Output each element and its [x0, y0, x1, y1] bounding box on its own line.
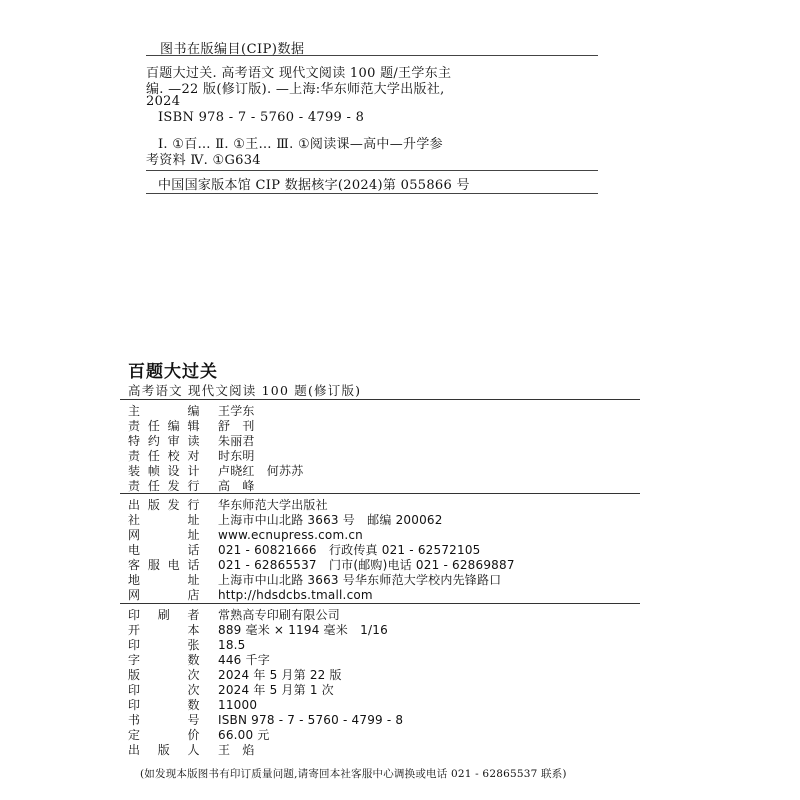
publisher-row-address [128, 512, 443, 527]
book-title: 百题大过关 [128, 362, 218, 382]
row-label: 印 数 [128, 698, 200, 712]
print-row-edition [128, 667, 342, 682]
row-label: 责任编辑 [128, 419, 200, 433]
row-label: 主 编 [128, 404, 200, 418]
print-row-print-run [128, 697, 257, 712]
row-value: 18.5 [218, 637, 246, 652]
cip-title-line-2: 编. —22 版(修订版). —上海:华东师范大学出版社, [146, 82, 445, 97]
cip-heading: 图书在版编目(CIP)数据 [160, 42, 305, 57]
print-row-impression [128, 682, 334, 697]
row-label: 开 本 [128, 623, 200, 637]
row-value: 上海市中山北路 3663 号华东师范大学校内先锋路口 [218, 573, 502, 587]
row-label: 字 数 [128, 653, 200, 667]
row-value: 卢晓红 何苏苏 [218, 464, 304, 478]
row-label: 出 版 人 [128, 743, 200, 757]
row-label: 印 张 [128, 638, 200, 652]
row-value: 常熟高专印刷有限公司 [218, 608, 341, 622]
row-label: 印 刷 者 [128, 608, 200, 622]
staff-row-editor [128, 403, 255, 418]
row-label: 网 店 [128, 588, 200, 602]
print-row-sheets [128, 637, 246, 652]
print-row-format [128, 622, 388, 637]
row-value: 446 千字 [218, 653, 270, 667]
separator-staff [120, 399, 640, 400]
cip-top-rule [146, 55, 598, 56]
row-label: 责任校对 [128, 449, 200, 463]
cip-isbn: ISBN 978 - 7 - 5760 - 4799 - 8 [158, 110, 365, 125]
row-value: 高 峰 [218, 479, 255, 493]
row-value: www.ecnupress.com.cn [218, 527, 363, 542]
issuer-row [128, 742, 255, 757]
publisher-row-phone [128, 542, 481, 557]
row-label: 责任发行 [128, 479, 200, 493]
print-row-printer [128, 607, 340, 622]
row-value: 2024 年 5 月第 1 次 [218, 683, 334, 697]
row-label: 版 次 [128, 668, 200, 682]
row-label: 印 次 [128, 683, 200, 697]
cip-classification-line-2: 考资料 Ⅳ. ①G634 [146, 153, 261, 168]
row-label: 特约审读 [128, 434, 200, 448]
row-label: 电 话 [128, 543, 200, 557]
row-value: 021 - 60821666 行政传真 021 - 62572105 [218, 543, 481, 557]
row-value: ISBN 978 - 7 - 5760 - 4799 - 8 [218, 712, 404, 727]
print-row-word-count [128, 652, 270, 667]
row-value: 华东师范大学出版社 [218, 498, 328, 512]
staff-row-proofreader [128, 448, 255, 463]
cip-bottom-rule [146, 193, 598, 194]
row-value: 2024 年 5 月第 22 版 [218, 668, 342, 682]
cip-mid-rule [146, 170, 598, 171]
staff-row-designer [128, 463, 303, 478]
row-label: 地 址 [128, 573, 200, 587]
row-value: 889 毫米 × 1194 毫米 1/16 [218, 623, 388, 637]
cip-record-number: 中国国家版本馆 CIP 数据核字(2024)第 055866 号 [158, 178, 470, 193]
row-value: http://hdsdcbs.tmall.com [218, 587, 373, 602]
row-value: 021 - 62865537 门市(邮购)电话 021 - 62869887 [218, 558, 515, 572]
row-label: 书 号 [128, 713, 200, 727]
row-value: 11000 [218, 697, 258, 712]
row-label: 出版发行 [128, 498, 200, 512]
row-value: 王 焰 [218, 743, 255, 757]
row-label: 客服电话 [128, 558, 200, 572]
row-value: 上海市中山北路 3663 号 邮编 200062 [218, 513, 443, 527]
cip-title-line-3: 2024 [146, 94, 181, 109]
book-subtitle: 高考语文 现代文阅读 100 题(修订版) [128, 383, 362, 398]
publisher-row-name [128, 497, 328, 512]
separator-print [120, 603, 640, 604]
staff-row-reviewer [128, 433, 255, 448]
row-label: 定 价 [128, 728, 200, 742]
row-value: 时东明 [218, 449, 255, 463]
publisher-row-website [128, 527, 363, 542]
row-value: 舒 刊 [218, 419, 255, 433]
cip-title-line-1: 百题大过关. 高考语文 现代文阅读 100 题/王学东主 [146, 66, 452, 81]
row-label: 装帧设计 [128, 464, 200, 478]
separator-publisher [120, 493, 640, 494]
publisher-row-online-store [128, 587, 373, 602]
publisher-row-store-address [128, 572, 501, 587]
cip-classification-line-1: Ⅰ. ①百… Ⅱ. ①王… Ⅲ. ①阅读课—高中—升学参 [158, 137, 443, 152]
print-row-price [128, 727, 270, 742]
staff-row-distribution [128, 478, 255, 493]
row-value: 朱丽君 [218, 434, 255, 448]
print-row-isbn [128, 712, 403, 727]
row-label: 社 址 [128, 513, 200, 527]
footer-quality-note: (如发现本版图书有印订质量问题,请寄回本社客服中心调换或电话 021 - 62865537 联系) [140, 768, 567, 780]
row-value: 66.00 元 [218, 728, 270, 742]
row-value: 王学东 [218, 404, 255, 418]
row-label: 网 址 [128, 528, 200, 542]
publisher-row-service-phone [128, 557, 515, 572]
staff-row-responsible-editor [128, 418, 255, 433]
